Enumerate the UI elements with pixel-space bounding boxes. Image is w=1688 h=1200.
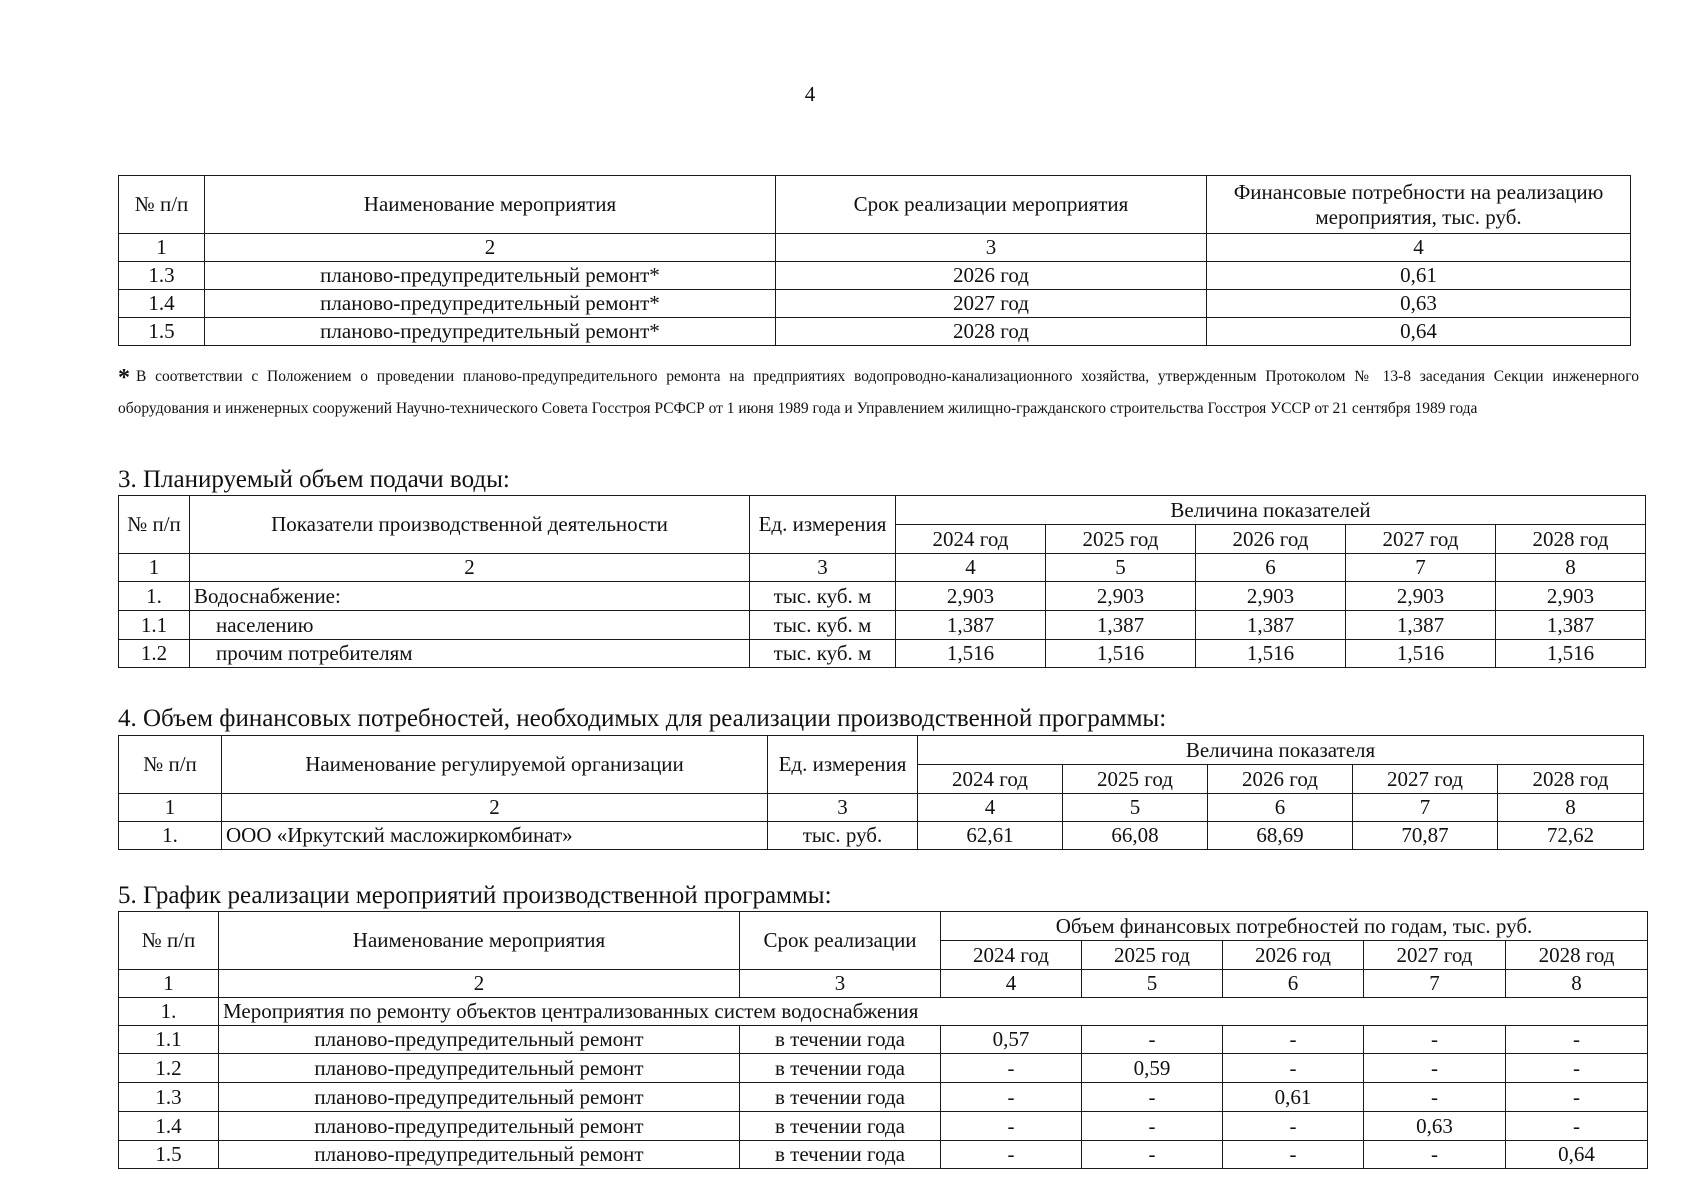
value-cell: 0,64 xyxy=(1506,1141,1648,1169)
value-cell: 1,516 xyxy=(1346,640,1496,668)
table-row xyxy=(119,1112,1648,1141)
row-number: 1.2 xyxy=(119,640,190,668)
value-cell: 1,387 xyxy=(1046,611,1196,640)
table-header-row xyxy=(119,176,1631,234)
value-cell: - xyxy=(1223,1026,1364,1054)
value-cell: 1,516 xyxy=(1496,640,1646,668)
value-cell: - xyxy=(1506,1054,1648,1083)
table-row xyxy=(119,1026,1648,1054)
column-number-row xyxy=(119,234,1631,262)
value-cell: - xyxy=(1364,1054,1506,1083)
column-number: 3 xyxy=(740,970,941,998)
value-cell: 62,61 xyxy=(918,822,1063,850)
column-number-row xyxy=(119,970,1648,998)
activity-term: в течении года xyxy=(740,1054,941,1083)
header-cell: № п/п xyxy=(119,496,190,554)
row-number: 1.3 xyxy=(119,262,205,290)
value-cell: - xyxy=(1223,1054,1364,1083)
value-cell: 72,62 xyxy=(1498,822,1644,850)
header-cell: Показатели производственной деятельности xyxy=(190,496,750,554)
column-number: 2 xyxy=(222,794,768,822)
column-number: 3 xyxy=(750,554,896,582)
activity-term: в течении года xyxy=(740,1083,941,1112)
value-cell: - xyxy=(1364,1141,1506,1169)
table-row xyxy=(119,1141,1648,1169)
table-header-row xyxy=(119,496,1646,525)
column-number-row xyxy=(119,794,1644,822)
value-cell: - xyxy=(941,1083,1082,1112)
section-3-title: 3. Планируемый объем подачи воды: xyxy=(118,466,510,493)
year-header: 2027 год xyxy=(1353,765,1498,794)
row-number: 1.4 xyxy=(119,290,205,318)
table-row xyxy=(119,582,1646,611)
column-number: 5 xyxy=(1046,554,1196,582)
column-number: 6 xyxy=(1196,554,1346,582)
unit-cell: тыс. куб. м xyxy=(750,640,896,668)
year-header: 2025 год xyxy=(1063,765,1208,794)
row-number: 1. xyxy=(119,998,219,1026)
value-cell: - xyxy=(1223,1141,1364,1169)
activity-name: планово-предупредительный ремонт xyxy=(219,1141,740,1169)
year-header: 2024 год xyxy=(896,525,1046,554)
value-cell: 0,59 xyxy=(1082,1054,1223,1083)
activity-term: 2027 год xyxy=(776,290,1207,318)
row-number: 1.3 xyxy=(119,1083,219,1112)
value-cell: - xyxy=(1082,1112,1223,1141)
header-cell: Объем финансовых потребностей по годам, тыс. руб. xyxy=(941,912,1648,941)
column-number: 5 xyxy=(1063,794,1208,822)
value-cell: 2,903 xyxy=(1346,582,1496,611)
header-cell: Срок реализации xyxy=(740,912,941,970)
activities-continuation-table xyxy=(118,175,1631,346)
row-number: 1.5 xyxy=(119,1141,219,1169)
table-row xyxy=(119,290,1631,318)
column-number: 6 xyxy=(1223,970,1364,998)
unit-cell: тыс. куб. м xyxy=(750,582,896,611)
column-number: 4 xyxy=(1207,234,1631,262)
indicator-name: Водоснабжение: xyxy=(190,582,750,611)
column-number-row xyxy=(119,554,1646,582)
row-number: 1. xyxy=(119,822,222,850)
column-number: 4 xyxy=(896,554,1046,582)
year-header: 2026 год xyxy=(1223,941,1364,970)
row-number: 1. xyxy=(119,582,190,611)
header-cell: Наименование мероприятия xyxy=(205,176,776,234)
year-header: 2028 год xyxy=(1496,525,1646,554)
table-header-row xyxy=(119,736,1644,765)
table-row xyxy=(119,318,1631,346)
value-cell: 70,87 xyxy=(1353,822,1498,850)
value-cell: 2,903 xyxy=(1496,582,1646,611)
activity-name: планово-предупредительный ремонт* xyxy=(205,318,776,346)
header-cell: Ед. измерения xyxy=(768,736,918,794)
year-header: 2026 год xyxy=(1196,525,1346,554)
financial-needs-table xyxy=(118,735,1644,850)
column-number: 8 xyxy=(1496,554,1646,582)
activity-term: в течении года xyxy=(740,1141,941,1169)
section-4-title: 4. Объем финансовых потребностей, необходимых для реализации производственной программы: xyxy=(118,705,1167,732)
year-header: 2025 год xyxy=(1082,941,1223,970)
table-row xyxy=(119,262,1631,290)
value-cell: 66,08 xyxy=(1063,822,1208,850)
year-header: 2027 год xyxy=(1364,941,1506,970)
column-number: 2 xyxy=(190,554,750,582)
value-cell: 1,387 xyxy=(1496,611,1646,640)
table-row xyxy=(119,611,1646,640)
footnote xyxy=(118,360,1639,421)
organization-name: ООО «Иркутский масложиркомбинат» xyxy=(222,822,768,850)
indicator-name: прочим потребителям xyxy=(190,640,750,668)
value-cell: 2,903 xyxy=(1046,582,1196,611)
year-header: 2027 год xyxy=(1346,525,1496,554)
column-number: 1 xyxy=(119,234,205,262)
value-cell: 68,69 xyxy=(1208,822,1353,850)
table-header-row xyxy=(119,912,1648,941)
column-number: 2 xyxy=(205,234,776,262)
value-cell: 1,516 xyxy=(1046,640,1196,668)
column-number: 1 xyxy=(119,970,219,998)
column-number: 7 xyxy=(1353,794,1498,822)
row-number: 1.1 xyxy=(119,611,190,640)
row-number: 1.1 xyxy=(119,1026,219,1054)
value-cell: 1,387 xyxy=(1346,611,1496,640)
value-cell: - xyxy=(1506,1026,1648,1054)
value-cell: 2,903 xyxy=(1196,582,1346,611)
header-cell: Наименование мероприятия xyxy=(219,912,740,970)
column-number: 3 xyxy=(768,794,918,822)
table-row xyxy=(119,1083,1648,1112)
column-number: 7 xyxy=(1364,970,1506,998)
header-cell: № п/п xyxy=(119,736,222,794)
column-number: 4 xyxy=(918,794,1063,822)
activity-term: 2026 год xyxy=(776,262,1207,290)
activity-term: 2028 год xyxy=(776,318,1207,346)
water-supply-volume-table xyxy=(118,495,1646,668)
column-number: 5 xyxy=(1082,970,1223,998)
header-cell: Срок реализации мероприятия xyxy=(776,176,1207,234)
header-cell: № п/п xyxy=(119,912,219,970)
schedule-table xyxy=(118,911,1648,1169)
value-cell: - xyxy=(941,1054,1082,1083)
activity-cost: 0,64 xyxy=(1207,318,1631,346)
activity-name: планово-предупредительный ремонт xyxy=(219,1026,740,1054)
column-number: 6 xyxy=(1208,794,1353,822)
column-number: 8 xyxy=(1506,970,1648,998)
activity-name: планово-предупредительный ремонт xyxy=(219,1112,740,1141)
table-row xyxy=(119,822,1644,850)
activity-cost: 0,61 xyxy=(1207,262,1631,290)
column-number: 2 xyxy=(219,970,740,998)
value-cell: - xyxy=(1364,1026,1506,1054)
year-header: 2024 год xyxy=(918,765,1063,794)
year-header: 2026 год xyxy=(1208,765,1353,794)
footnote-asterisk: * xyxy=(118,365,130,391)
header-cell: Финансовые потребности на реализацию мероприятия, тыс. руб. xyxy=(1207,176,1631,234)
group-title: Мероприятия по ремонту объектов централизованных систем водоснабжения xyxy=(219,998,1648,1026)
value-cell: 2,903 xyxy=(896,582,1046,611)
column-number: 1 xyxy=(119,794,222,822)
value-cell: 1,516 xyxy=(1196,640,1346,668)
column-number: 8 xyxy=(1498,794,1644,822)
value-cell: - xyxy=(1082,1141,1223,1169)
header-cell: № п/п xyxy=(119,176,205,234)
activity-name: планово-предупредительный ремонт* xyxy=(205,290,776,318)
footnote-text: В соответствии с Положением о проведении планово-предупредительного ремонта на предприятиях водопроводно-канализационного хозяйства, утвержденным Протоколом № 13-8 заседания Секции инженерного оборудования и инженерных сооружений Научно-технического Совета Госстроя РСФСР от 1 июня 1989 года и Управлением жилищно-гражданского строительства Госстроя УССР от 21 сентября 1989 года xyxy=(118,368,1639,418)
year-header: 2028 год xyxy=(1506,941,1648,970)
year-header: 2028 год xyxy=(1498,765,1644,794)
activity-name: планово-предупредительный ремонт xyxy=(219,1054,740,1083)
column-number: 1 xyxy=(119,554,190,582)
row-number: 1.5 xyxy=(119,318,205,346)
row-number: 1.2 xyxy=(119,1054,219,1083)
value-cell: - xyxy=(1082,1026,1223,1054)
value-cell: 0,63 xyxy=(1364,1112,1506,1141)
value-cell: - xyxy=(1506,1083,1648,1112)
group-row xyxy=(119,998,1648,1026)
year-header: 2025 год xyxy=(1046,525,1196,554)
header-cell: Ед. измерения xyxy=(750,496,896,554)
header-cell: Величина показателей xyxy=(896,496,1646,525)
activity-term: в течении года xyxy=(740,1026,941,1054)
header-cell: Наименование регулируемой организации xyxy=(222,736,768,794)
value-cell: - xyxy=(1506,1112,1648,1141)
column-number: 4 xyxy=(941,970,1082,998)
value-cell: 1,516 xyxy=(896,640,1046,668)
value-cell: - xyxy=(1364,1083,1506,1112)
column-number: 3 xyxy=(776,234,1207,262)
header-cell: Величина показателя xyxy=(918,736,1644,765)
value-cell: 0,57 xyxy=(941,1026,1082,1054)
row-number: 1.4 xyxy=(119,1112,219,1141)
unit-cell: тыс. куб. м xyxy=(750,611,896,640)
activity-cost: 0,63 xyxy=(1207,290,1631,318)
value-cell: 1,387 xyxy=(896,611,1046,640)
value-cell: 1,387 xyxy=(1196,611,1346,640)
value-cell: - xyxy=(941,1112,1082,1141)
indicator-name: населению xyxy=(190,611,750,640)
value-cell: - xyxy=(941,1141,1082,1169)
table-row xyxy=(119,640,1646,668)
activity-name: планово-предупредительный ремонт* xyxy=(205,262,776,290)
activity-term: в течении года xyxy=(740,1112,941,1141)
value-cell: - xyxy=(1082,1083,1223,1112)
table-row xyxy=(119,1054,1648,1083)
unit-cell: тыс. руб. xyxy=(768,822,918,850)
column-number: 7 xyxy=(1346,554,1496,582)
year-header: 2024 год xyxy=(941,941,1082,970)
activity-name: планово-предупредительный ремонт xyxy=(219,1083,740,1112)
value-cell: - xyxy=(1223,1112,1364,1141)
value-cell: 0,61 xyxy=(1223,1083,1364,1112)
section-5-title: 5. График реализации мероприятий производственной программы: xyxy=(118,882,832,909)
page-number: 4 xyxy=(804,82,816,106)
